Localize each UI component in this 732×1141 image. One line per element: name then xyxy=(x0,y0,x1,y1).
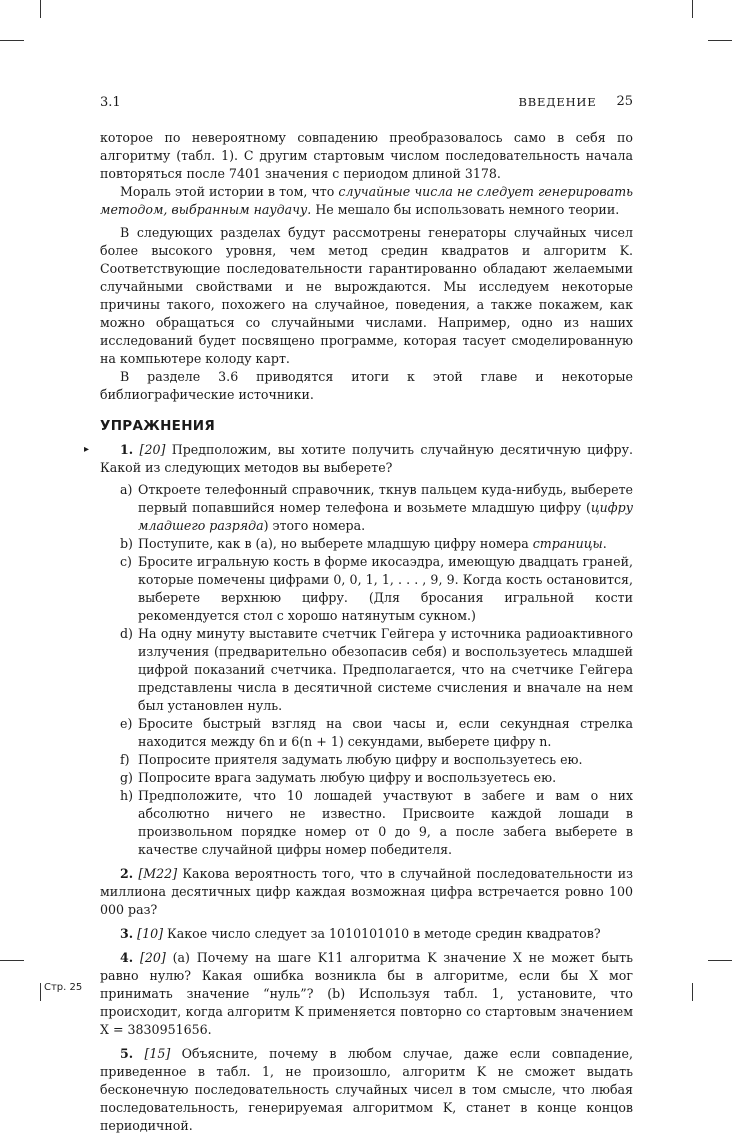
crop-mark xyxy=(692,0,693,18)
crop-mark xyxy=(40,983,41,1001)
page-number: 25 xyxy=(616,94,633,109)
triangle-marker-icon: ▸ xyxy=(84,444,90,455)
paragraph: В следующих разделах будут рассмотрены генераторы случайных чисел более высокого уровня, чем метод средин квадратов и алгоритм K. Соответствующие последовательности гарантированно обладают желаемыми случайными свойствами и не вырождаются. Мы исследуем некоторые причины такого, похожего на случайное, поведения, а также покажем, как можно обращаться со случайными числами. Например, одно из наших исследований будет посвящено программе, которая тасует смоделированную на компьютере колоду карт. xyxy=(100,225,633,366)
option-item: f) Попросите приятеля задумать любую цифру и воспользуетесь ею. xyxy=(120,752,583,767)
crop-mark xyxy=(0,960,24,961)
section-number: 3.1 xyxy=(100,95,121,110)
crop-mark xyxy=(708,960,732,961)
exercise-3: 3. [10] Какое число следует за 1010101010 в методе средин квадратов? xyxy=(120,926,601,941)
page-footer: Стр. 25 xyxy=(44,982,83,993)
exercise-5: 5. [15] Объясните, почему в любом случае, даже если совпадение, приведенное в табл. 1, не произошло, алгоритм K не сможет выдать бесконечную последовательность случайных чисел в том смысле, что любая последовательность, генерируемая алгоритмом K, станет в конце концов периодичной. xyxy=(100,1046,633,1133)
exercises-heading: УПРАЖНЕНИЯ xyxy=(100,418,216,434)
option-item: h) Предположите, что 10 лошадей участвуют в забеге и вам о них абсолютно ничего не известно. Присвоите каждой лошади в произвольном порядке номер от 0 до 9, а после забега выберете в качестве случайной цифры номер победителя. xyxy=(120,788,633,857)
crop-mark xyxy=(40,0,41,18)
crop-mark xyxy=(692,983,693,1001)
exercise-2: 2. [M22] Какова вероятность того, что в случайной последовательности из миллиона десятичных цифр каждая возможная цифра встречается ровно 100 000 раз? xyxy=(100,866,633,917)
paragraph: которое по невероятному совпадению преобразовалось само в себя по алгоритму (табл. 1). С другим стартовым числом последовательность начала повторяться после 7401 значения с периодом длиной 3178. xyxy=(100,130,633,181)
paragraph: В разделе 3.6 приводятся итоги к этой главе и некоторые библиографические источники. xyxy=(100,369,633,402)
option-item: a) Откроете телефонный справочник, ткнув пальцем куда-нибудь, выберете первый попавшийся номер телефона и возьмете младшую цифру (цифру младшего разряда) этого номера. xyxy=(120,482,633,533)
running-header xyxy=(100,93,633,115)
option-list xyxy=(100,481,633,859)
crop-mark xyxy=(0,40,24,41)
option-item: d) На одну минуту выставите счетчик Гейгера у источника радиоактивного излучения (предварительно обезопасив себя) и воспользуетесь младшей цифрой показаний счетчика. Предполагается, что на счетчике Гейгера представлены числа в десятичной системе счисления и вначале на нем был установлен нуль. xyxy=(120,626,633,713)
page xyxy=(84,93,633,1141)
option-item: c) Бросите игральную кость в форме икосаэдра, имеющую двадцать граней, которые помечены цифрами 0, 0, 1, 1, . . . , 9, 9. Когда кость остановится, выберете верхнюю цифру. (Для бросания игральной кости рекомендуется стол с хорошо натянутым сукном.) xyxy=(120,554,633,623)
option-item: e) Бросите быстрый взгляд на свои часы и, если секундная стрелка находится между 6n и 6(n + 1) секундами, выберете цифру n. xyxy=(120,716,633,749)
chapter-title: ВВЕДЕНИЕ xyxy=(518,95,597,109)
crop-mark xyxy=(708,40,732,41)
paragraph: Мораль этой истории в том, что случайные числа не следует генерировать методом, выбранным наудачу. Не мешало бы использовать немного теории. xyxy=(100,184,633,217)
option-item: g) Попросите врага задумать любую цифру и воспользуетесь ею. xyxy=(120,770,557,785)
option-item: b) Поступите, как в (a), но выберете младшую цифру номера страницы. xyxy=(120,536,607,551)
exercise-1: ▸ 1. [20] Предположим, вы хотите получить случайную десятичную цифру. Какой из следующих методов вы выберете? a) Откроете телефонный справочник, ткнув пальцем куда-нибудь, выберете первый попавшийся номер телефона и возьмете младшую цифру (цифру младшего разряда) этого номера. b) Поступите, как в (a), но выберете младшую цифру номера страницы. c) Бросите игральную кость в форме икосаэдра, имеющую двадцать граней, которые помечены цифрами 0, 0, 1, 1, . . . , 9, 9. Когда кость остановится, выберете верхнюю цифру. (Для бросания игральной кости рекомендуется стол с хорошо натянутым сукном.) d) На одну минуту выставите счетчик Гейгера у источника радиоактивного излучения (предварительно обезопасив себя) и воспользуетесь младшей цифрой показаний счетчика. Предполагается, что на счетчике Гейгера представлены числа в десятичной системе счисления и вначале на нем был установлен нуль. e) Бросите быстрый взгляд на свои часы и, если секундная стрелка находится между 6n и 6(n + 1) секундами, выберете цифру n. f) Попросите приятеля задумать любую цифру и воспользуетесь ею. g) Попросите врага задумать любую цифру и воспользуетесь ею. h) Предположите, что 10 лошадей участвуют в забеге и вам о них абсолютно ничего не известно. Присвоите каждой лошади в произвольном порядке номер от 0 до 9, а после забега выберете в качестве случайной цифры номер победителя. xyxy=(84,442,633,857)
exercise-4: 4. [20] (a) Почему на шаге K11 алгоритма K значение X не может быть равно нулю? Какая ошибка возникла бы в алгоритме, если бы X мог принимать значение “нуль”? (b) Используя табл. 1, установите, что происходит, когда алгоритм K применяется повторно со стартовым значением X = 3830951656. xyxy=(100,950,633,1037)
